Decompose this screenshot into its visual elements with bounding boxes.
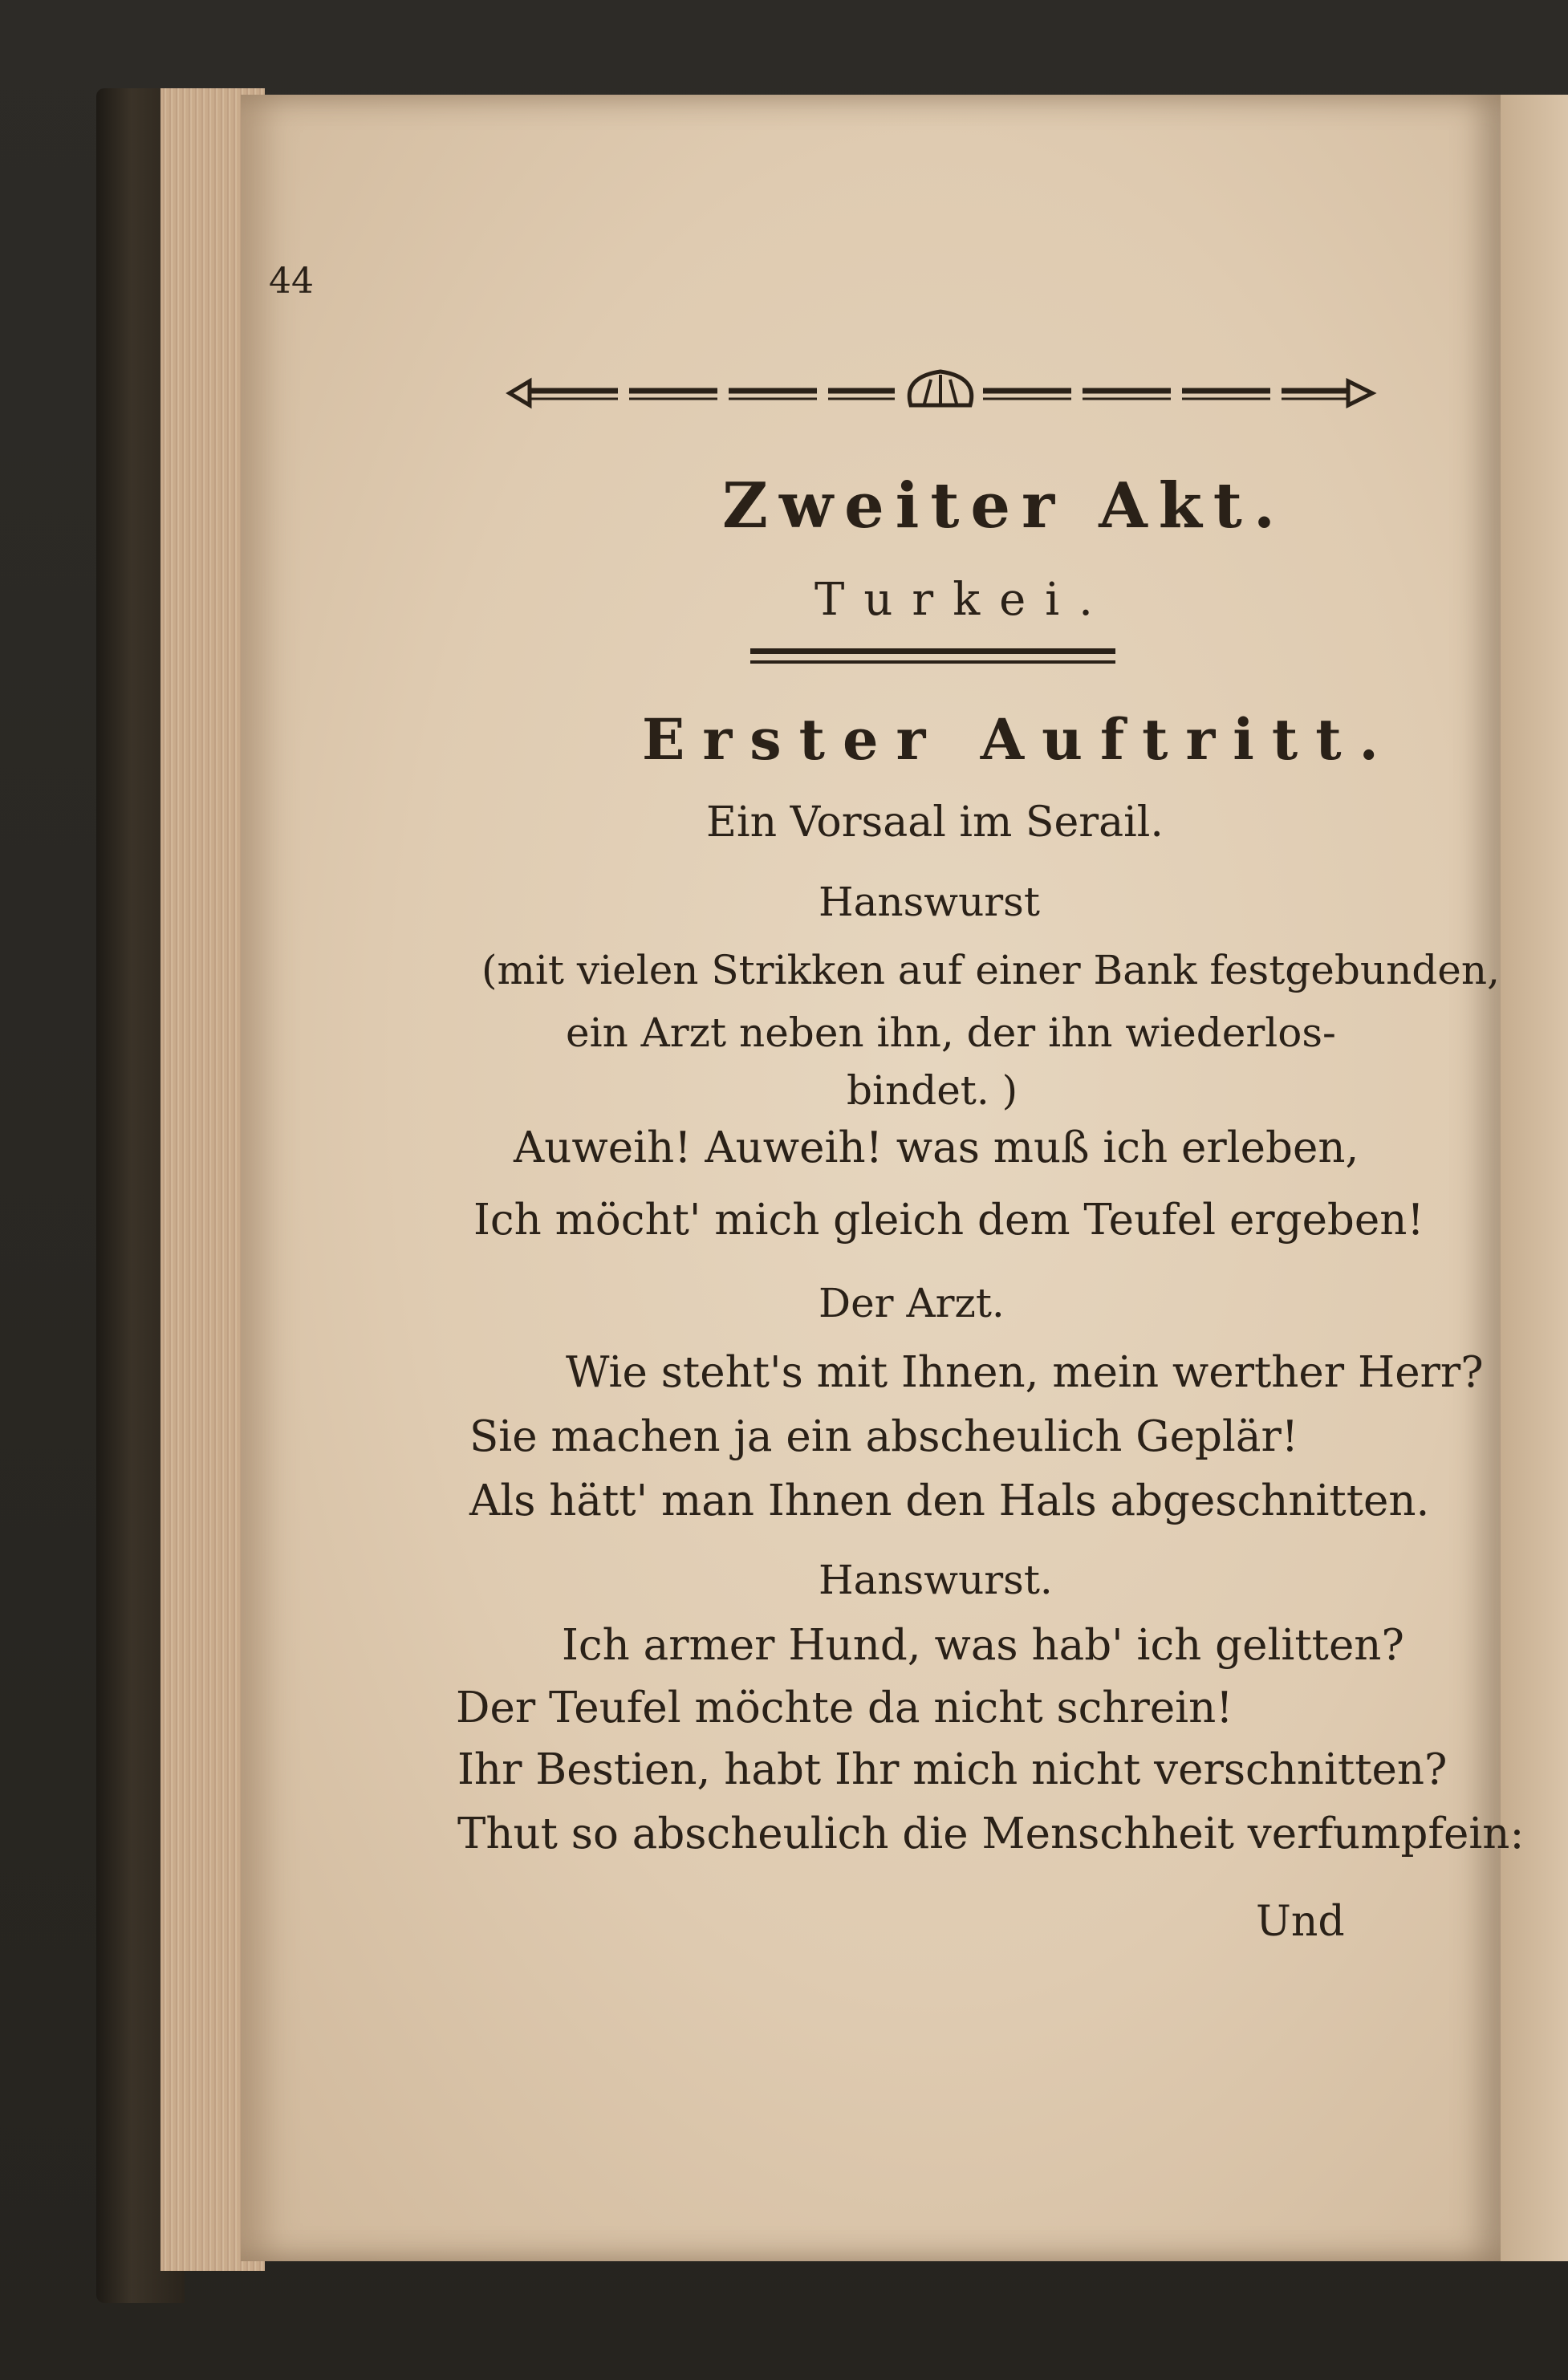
verse-line: Thut so abscheulich die Menschheit verfumpfein: xyxy=(457,1809,1525,1858)
ornament-divider xyxy=(502,365,1380,421)
page-number: 44 xyxy=(269,261,314,302)
speaker-name: Hanswurst. xyxy=(819,1557,1053,1603)
verse-line: Ich möcht' mich gleich dem Teufel ergeben! xyxy=(473,1196,1424,1245)
verse-line: Auweih! Auweih! was muß ich erleben, xyxy=(514,1123,1359,1172)
scene-setting: Ein Vorsaal im Serail. xyxy=(706,798,1164,847)
speaker-name: Hanswurst xyxy=(819,879,1040,925)
verse-line: Ich armer Hund, was hab' ich gelitten? xyxy=(562,1621,1404,1670)
verse-line: Ihr Bestien, habt Ihr mich nicht verschnitten? xyxy=(457,1745,1448,1794)
facing-page-edge xyxy=(1493,95,1568,2261)
stage-direction-line: ein Arzt neben ihn, der ihn wiederlos- xyxy=(566,1009,1336,1056)
act-title: Zweiter Akt. xyxy=(722,469,1286,542)
double-rule-top xyxy=(750,648,1115,654)
verse-line: Wie steht's mit Ihnen, mein werther Herr? xyxy=(566,1348,1484,1397)
stage-direction-line: (mit vielen Strikken auf einer Bank festgebunden, xyxy=(481,947,1500,993)
verse-line: Als hätt' man Ihnen den Hals abgeschnitten. xyxy=(469,1476,1430,1525)
double-rule-bottom xyxy=(750,660,1115,664)
catchword: Und xyxy=(1256,1898,1345,1946)
verse-line: Der Teufel möchte da nicht schrein! xyxy=(456,1683,1233,1732)
verse-line: Sie machen ja ein abscheulich Geplär! xyxy=(469,1412,1299,1461)
speaker-name: Der Arzt. xyxy=(819,1280,1005,1326)
act-place: Turkei. xyxy=(814,574,1112,626)
stage-direction-line: bindet. ) xyxy=(847,1067,1018,1114)
scene-title: Erster Auftritt. xyxy=(642,706,1396,773)
